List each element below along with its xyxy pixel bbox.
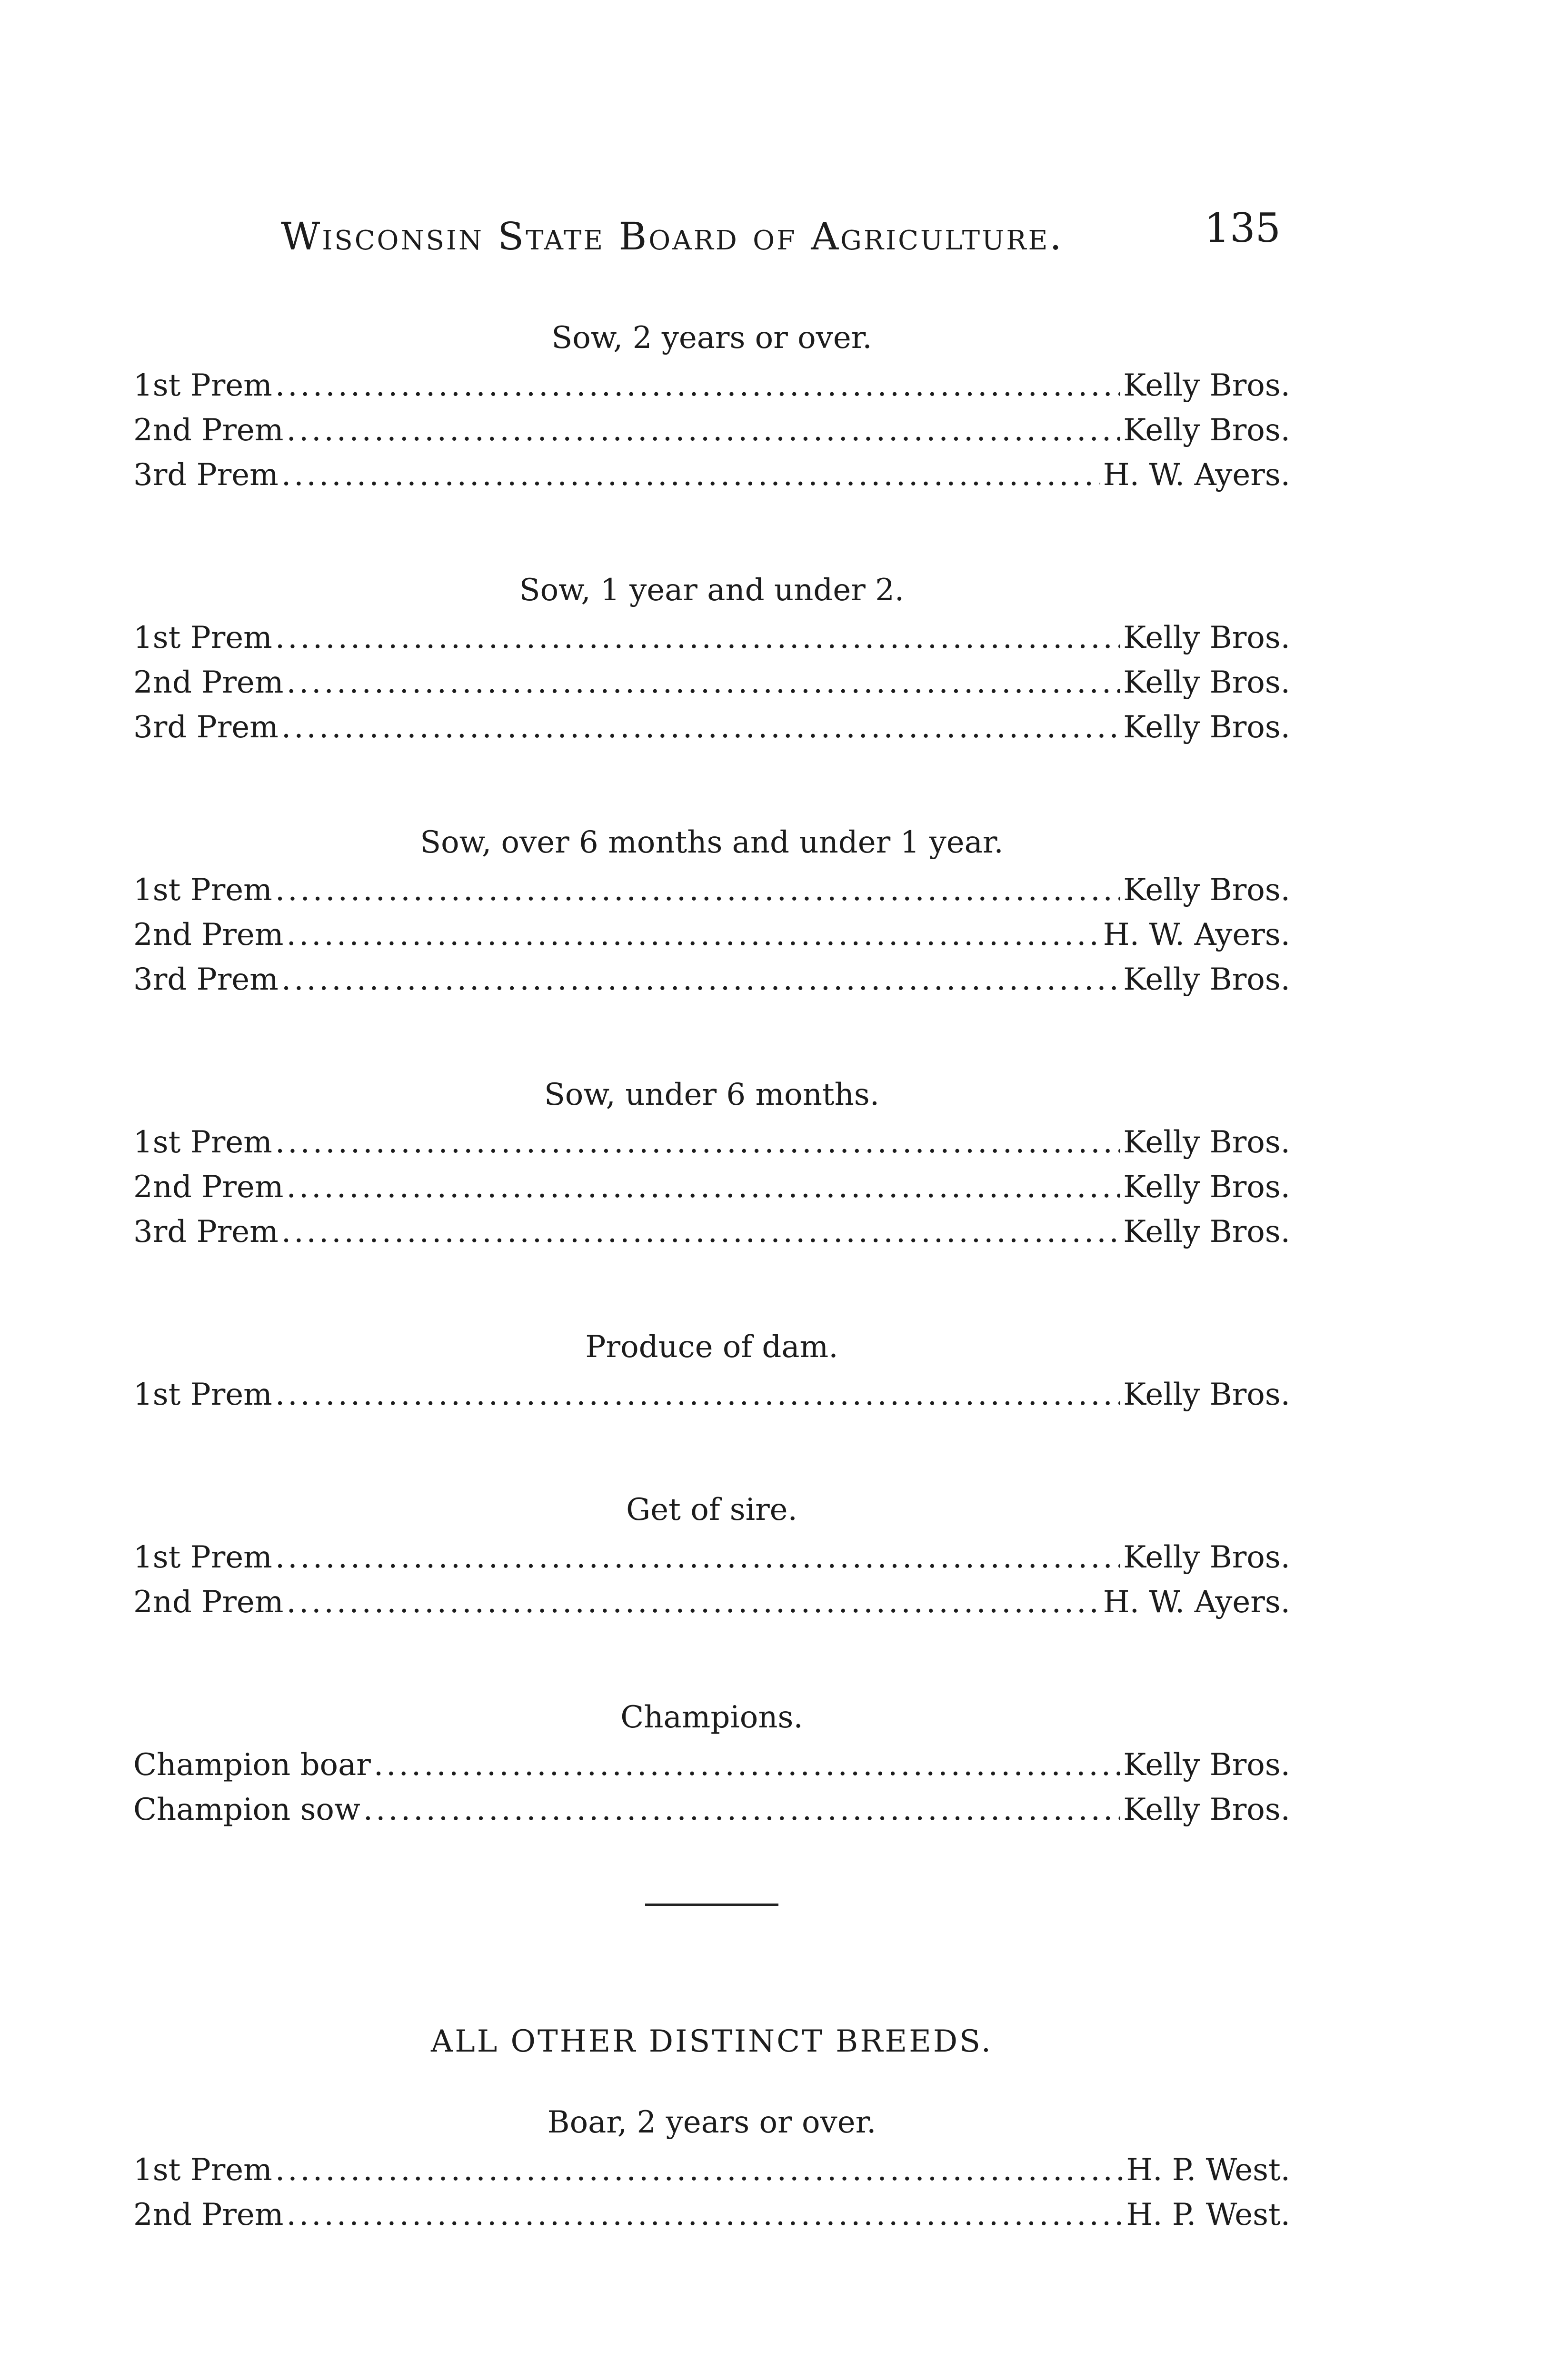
leader-dots — [286, 408, 1120, 453]
entry-winner: Kelly Bros. — [1123, 710, 1290, 745]
entry-label: 1st Prem — [133, 1540, 272, 1575]
page-header — [281, 205, 1281, 262]
entry-row — [133, 2192, 1290, 2237]
section-heading: Get of sire. — [626, 1492, 797, 1527]
entry-row — [133, 1165, 1290, 1210]
entry-row — [133, 1743, 1290, 1787]
leader-dots — [275, 1372, 1120, 1417]
entry-label: 1st Prem — [133, 1377, 272, 1412]
entry-winner: H. P. West. — [1126, 2197, 1290, 2232]
entry-row — [133, 868, 1290, 912]
section-heading: Produce of dam. — [585, 1329, 838, 1365]
entry-label: 2nd Prem — [133, 2197, 284, 2232]
entry-label: Champion sow — [133, 1792, 360, 1827]
entry-winner: Kelly Bros. — [1123, 1170, 1290, 1205]
leader-dots — [281, 1210, 1120, 1254]
section-boar-2-years-or-over — [133, 2101, 1290, 2237]
leader-dots — [286, 912, 1100, 957]
entry-row — [133, 408, 1290, 453]
entry-label: 1st Prem — [133, 2152, 272, 2188]
entry-label: 3rd Prem — [133, 962, 279, 997]
section-heading: Sow, over 6 months and under 1 year. — [420, 825, 1004, 860]
section-produce-of-dam — [133, 1326, 1290, 1417]
entry-row — [133, 363, 1290, 408]
running-title: Wisconsin State Board of Agriculture. — [281, 214, 1064, 258]
section-heading: Boar, 2 years or over. — [547, 2105, 877, 2140]
entry-winner: Kelly Bros. — [1123, 873, 1290, 908]
section-sow-2-years-or-over — [133, 317, 1290, 497]
section-heading: Sow, under 6 months. — [544, 1077, 880, 1112]
section-get-of-sire — [133, 1488, 1290, 1625]
entry-label: 2nd Prem — [133, 917, 284, 952]
leader-dots — [275, 868, 1120, 912]
entry-row — [133, 1120, 1290, 1165]
entry-winner: Kelly Bros. — [1123, 1377, 1290, 1412]
entry-winner: H. P. West. — [1126, 2152, 1290, 2188]
entry-label: 1st Prem — [133, 620, 272, 655]
leader-dots — [275, 1535, 1120, 1580]
entry-winner: H. W. Ayers. — [1103, 917, 1290, 952]
section-heading: Sow, 2 years or over. — [551, 320, 872, 356]
entry-row — [133, 1580, 1290, 1625]
leader-dots — [374, 1743, 1120, 1787]
leader-dots — [275, 2148, 1124, 2192]
section-heading: Champions. — [620, 1700, 803, 1735]
leader-dots — [275, 1120, 1120, 1165]
breed-heading: ALL OTHER DISTINCT BREEDS. — [430, 2024, 993, 2059]
leader-dots — [286, 2192, 1123, 2237]
entry-winner: Kelly Bros. — [1123, 665, 1290, 700]
entry-label: 2nd Prem — [133, 1585, 284, 1620]
entry-row — [133, 912, 1290, 957]
leader-dots — [286, 1580, 1100, 1625]
entry-row — [133, 1787, 1290, 1832]
leader-dots — [286, 1165, 1120, 1210]
section-sow-over-6-months — [133, 821, 1290, 1002]
entry-label: 2nd Prem — [133, 413, 284, 448]
entry-row — [133, 660, 1290, 705]
entry-winner: Kelly Bros. — [1123, 620, 1290, 655]
entry-row — [133, 1535, 1290, 1580]
entry-winner: Kelly Bros. — [1123, 368, 1290, 403]
entry-winner: H. W. Ayers. — [1103, 457, 1290, 493]
entry-row — [133, 1210, 1290, 1254]
entry-winner: Kelly Bros. — [1123, 413, 1290, 448]
entry-label: 3rd Prem — [133, 710, 279, 745]
entry-winner: H. W. Ayers. — [1103, 1585, 1290, 1620]
entry-winner: Kelly Bros. — [1123, 1125, 1290, 1160]
entry-row — [133, 705, 1290, 750]
entry-label: Champion boar — [133, 1747, 371, 1783]
entry-label: 3rd Prem — [133, 1214, 279, 1250]
entry-label: 1st Prem — [133, 368, 272, 403]
entry-label: 2nd Prem — [133, 1170, 284, 1205]
entry-row — [133, 453, 1290, 497]
leader-dots — [275, 615, 1120, 660]
section-divider — [645, 1904, 778, 1906]
section-champions — [133, 1696, 1290, 1832]
entry-row — [133, 957, 1290, 1002]
page-content — [133, 317, 1290, 2309]
entry-winner: Kelly Bros. — [1123, 962, 1290, 997]
section-sow-1-year-and-under-2 — [133, 569, 1290, 750]
entry-label: 3rd Prem — [133, 457, 279, 493]
entry-winner: Kelly Bros. — [1123, 1747, 1290, 1783]
entry-label: 1st Prem — [133, 1125, 272, 1160]
entry-winner: Kelly Bros. — [1123, 1540, 1290, 1575]
entry-label: 2nd Prem — [133, 665, 284, 700]
section-heading: Sow, 1 year and under 2. — [519, 573, 905, 608]
entry-winner: Kelly Bros. — [1123, 1792, 1290, 1827]
entry-winner: Kelly Bros. — [1123, 1214, 1290, 1250]
leader-dots — [281, 705, 1120, 750]
entry-row — [133, 615, 1290, 660]
section-sow-under-6-months — [133, 1073, 1290, 1254]
entry-label: 1st Prem — [133, 873, 272, 908]
entry-row — [133, 2148, 1290, 2192]
leader-dots — [275, 363, 1120, 408]
leader-dots — [281, 453, 1100, 497]
leader-dots — [363, 1787, 1121, 1832]
page-number: 135 — [1204, 205, 1281, 251]
leader-dots — [286, 660, 1120, 705]
leader-dots — [281, 957, 1120, 1002]
entry-row — [133, 1372, 1290, 1417]
